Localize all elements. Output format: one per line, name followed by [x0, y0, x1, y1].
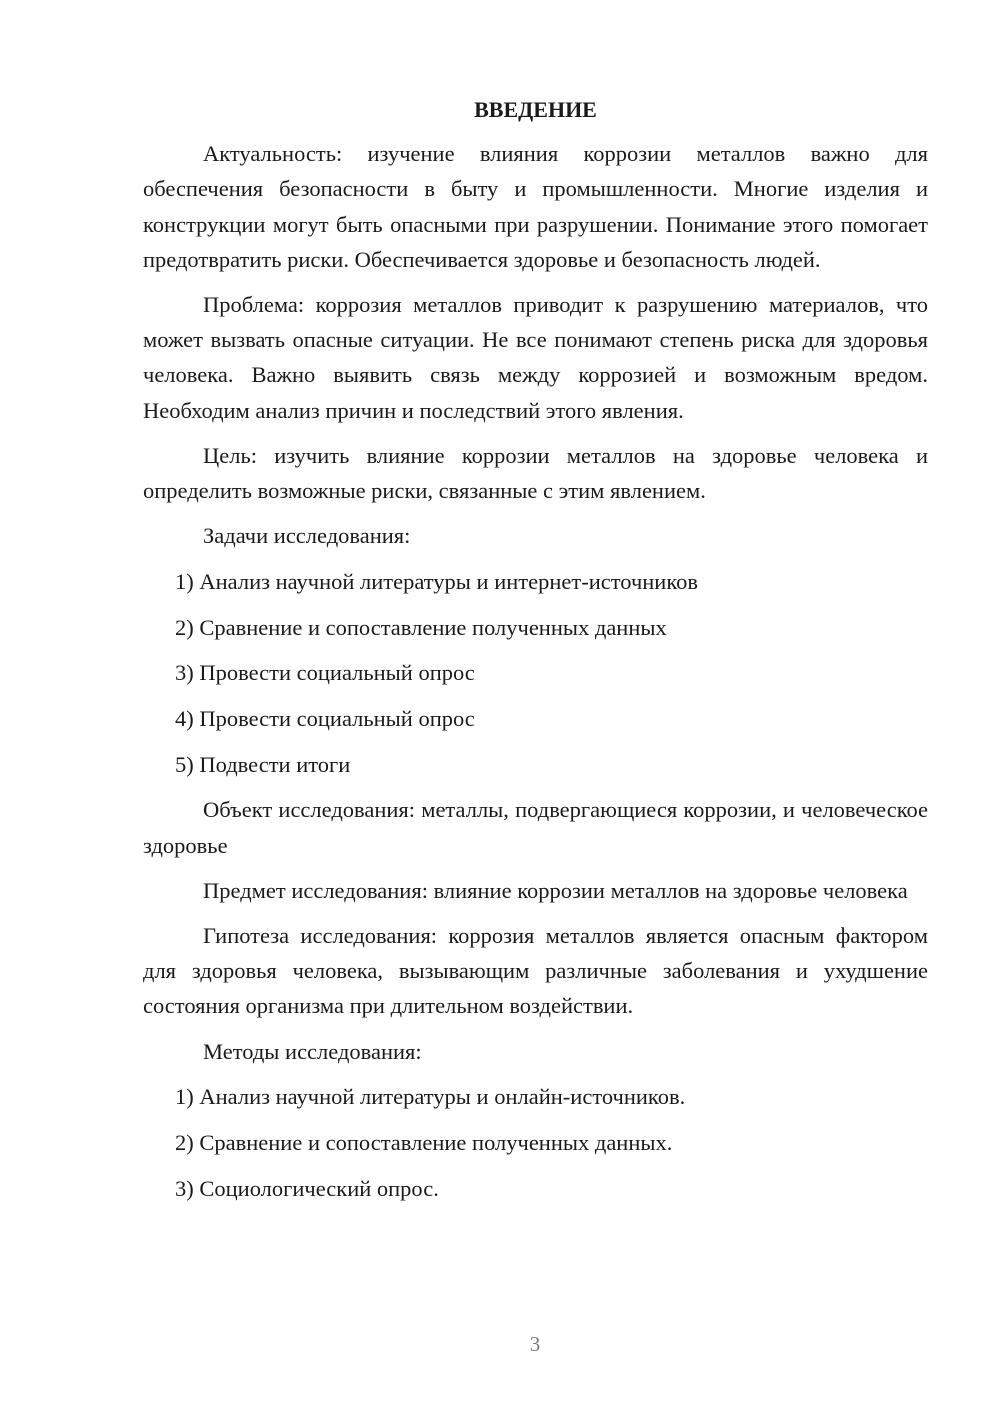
hypothesis-paragraph: Гипотеза исследования: коррозия металлов является опасным фактором для здоровья человека, вызывающим различные заболевания и ухудшение состояния организма при длительном воздействии.	[143, 923, 928, 1019]
goal-paragraph: Цель: изучить влияние коррозии металлов на здоровье человека и определить возможные риски, связанные с этим явлением.	[143, 442, 928, 504]
page-content	[143, 92, 928, 1216]
task-item: 5) Подвести итоги	[175, 751, 351, 777]
page-title: ВВЕДЕНИЕ	[474, 97, 597, 122]
task-item: 4) Провести социальный опрос	[175, 706, 475, 732]
subject-paragraph: Предмет исследования: влияние коррозии металлов на здоровье человека	[203, 877, 908, 903]
method-item: 1) Анализ научной литературы и онлайн-источников.	[175, 1084, 686, 1110]
page-number: 3	[529, 1332, 541, 1356]
methods-list	[143, 1079, 928, 1206]
method-item: 3) Социологический опрос.	[175, 1175, 439, 1201]
methods-label: Методы исследования:	[203, 1038, 422, 1064]
relevance-paragraph: Актуальность: изучение влияния коррозии металлов важно для обеспечения безопасности в быту и промышленности. Многие изделия и конструкции могут быть опасными при разрушении. Понимание этого помогает предотвратить риски. Обеспечивается здоровье и безопасность людей.	[143, 141, 928, 272]
object-paragraph: Объект исследования: металлы, подвергающиеся коррозии, и человеческое здоровье	[143, 797, 928, 858]
tasks-list	[143, 564, 928, 782]
task-item: 3) Провести социальный опрос	[175, 660, 475, 686]
task-item: 2) Сравнение и сопоставление полученных данных	[175, 614, 667, 640]
method-item: 2) Сравнение и сопоставление полученных данных.	[175, 1130, 673, 1156]
problem-paragraph: Проблема: коррозия металлов приводит к разрушению материалов, что может вызвать опасные ситуации. Не все понимают степень риска для здоровья человека. Важно выявить связь между коррозией и возможным вредом. Необходим анализ причин и последствий этого явления.	[143, 292, 928, 423]
task-item: 1) Анализ научной литературы и интернет-источников	[175, 568, 699, 594]
tasks-label: Задачи исследования:	[203, 523, 411, 549]
